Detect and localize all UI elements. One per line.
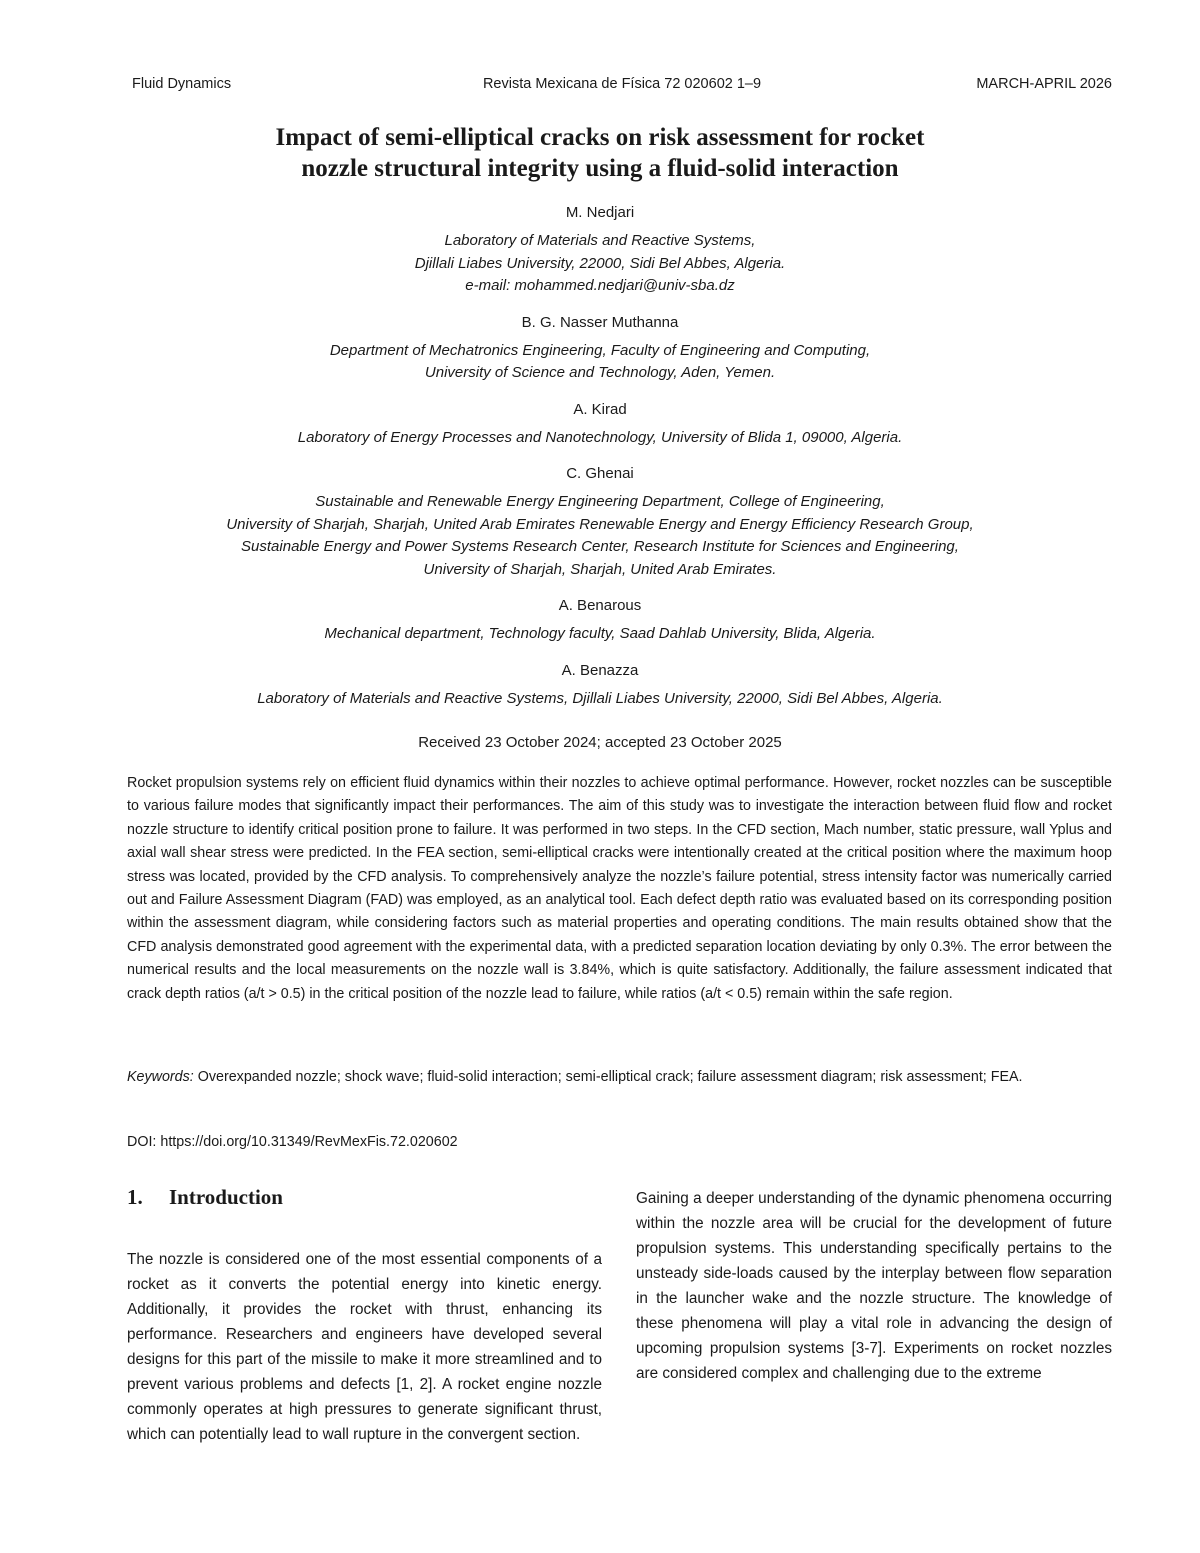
author-email[interactable]: e-mail: mohammed.nedjari@univ-sba.dz <box>465 277 735 294</box>
author-affiliation-line: Laboratory of Materials and Reactive Systems, Djillali Liabes University, 22000, Sidi Bel Abbes, Algeria. <box>257 689 943 707</box>
section-number: 1. <box>127 1185 143 1209</box>
running-header <box>132 76 1112 98</box>
keywords <box>127 1066 1112 1088</box>
author-affiliation-line: Mechanical department, Technology faculty, Saad Dahlab University, Blida, Algeria. <box>324 625 876 642</box>
paper-title-line-1: Impact of semi-elliptical cracks on risk assessment for rocket <box>275 124 925 151</box>
author-block <box>100 595 1100 646</box>
author-affiliation-line: University of Science and Technology, Aden, Yemen. <box>424 364 776 381</box>
author-name: A. Kirad <box>573 400 627 418</box>
received-dates: Received 23 October 2024; accepted 23 October 2025 <box>418 734 782 751</box>
header-issue-date: MARCH-APRIL 2026 <box>976 76 1112 92</box>
header-section-name: Fluid Dynamics <box>132 76 232 92</box>
keywords-label: Keywords: <box>127 1069 194 1085</box>
author-name: B. G. Nasser Muthanna <box>521 313 679 331</box>
paper-title-line-2: nozzle structural integrity using a fluid-solid interaction <box>301 155 899 182</box>
keywords-text: Overexpanded nozzle; shock wave; fluid-solid interaction; semi-elliptical crack; failure assessment diagram; risk assessment; FEA. <box>197 1069 1023 1085</box>
author-name: A. Benarous <box>558 597 642 614</box>
author-name: A. Benazza <box>561 661 639 679</box>
author-name: C. Ghenai <box>566 465 634 482</box>
author-affiliation-line: University of Sharjah, Sharjah, United Arab Emirates Renewable Energy and Energy Efficiency Research Group, <box>226 515 974 533</box>
body-column-right: Gaining a deeper understanding of the dynamic phenomena occurring within the nozzle area will be crucial for the development of future propulsion systems. This understanding specifically pertains to the unsteady side-loads caused by the interplay between flow separation in the launcher wake and the nozzle structure. The knowledge of these phenomena will play a vital role in advancing the design of upcoming propulsion systems [3-7]. Experiments on rocket nozzles are considered complex and challenging due to the extreme <box>636 1190 1112 1382</box>
author-affiliation-line: Sustainable and Renewable Energy Engineering Department, College of Engineering, <box>315 493 885 510</box>
author-block <box>100 463 1100 581</box>
author-block <box>100 312 1100 385</box>
author-affiliation-line: University of Sharjah, Sharjah, United Arab Emirates. <box>423 560 777 578</box>
body-column-left: The nozzle is considered one of the most essential components of a rocket as it converts the potential energy into kinetic energy. Additionally, it provides the rocket with thrust, enhancing its performance. Researchers and engineers have developed several designs for this part of the missile to make it more streamlined and to prevent various problems and defects [1, 2]. A rocket engine nozzle commonly operates at high pressures to generate significant thrust, which can potentially lead to wall rupture in the convergent section. <box>127 1251 602 1443</box>
author-block <box>100 202 1100 298</box>
author-affiliation-line: Department of Mechatronics Engineering, Faculty of Engineering and Computing, <box>329 341 871 359</box>
author-list <box>100 202 1100 724</box>
section-heading <box>127 1185 283 1210</box>
author-name: M. Nedjari <box>565 204 635 221</box>
doi-link[interactable]: DOI: https://doi.org/10.31349/RevMexFis.72.020602 <box>127 1134 458 1150</box>
author-affiliation-line: Sustainable Energy and Power Systems Research Center, Research Institute for Sciences and Engineering, <box>241 538 959 555</box>
paper-title <box>150 122 1050 184</box>
header-journal-citation: Revista Mexicana de Física 72 020602 1–9 <box>482 76 762 92</box>
abstract: Rocket propulsion systems rely on efficient fluid dynamics within their nozzles to achieve optimal performance. However, rocket nozzles can be susceptible to various failure modes that significantly impact their performances. The aim of this study was to investigate the interaction between fluid flow and rocket nozzle structure to identify critical position prone to failure. It was performed in two steps. In the CFD section, Mach number, static pressure, wall Yplus and axial wall shear stress were predicted. In the FEA section, semi-elliptical cracks were intentionally created at the critical position where the maximum hoop stress was located, provided by the CFD analysis. To comprehensively analyze the nozzle’s failure potential, stress intensity factor was numerically carried out and Failure Assessment Diagram (FAD) was employed, as an analytical tool. Each defect depth ratio was evaluated based on its corresponding position within the assessment diagram, while considering factors such as material properties and operating conditions. The main results obtained show that the CFD analysis demonstrated good agreement with the experimental data, with a predicted separation location deviating by only 0.3%. The error between the numerical results and the local measurements on the nozzle wall is 3.84%, which is quite satisfactory. Additionally, the failure assessment indicated that crack depth ratios (a/t > 0.5) in the critical position of the nozzle lead to failure, while ratios (a/t < 0.5) remain within the safe region. <box>127 775 1112 1002</box>
author-block <box>100 399 1100 450</box>
author-affiliation-line: Laboratory of Materials and Reactive Systems, <box>444 232 756 249</box>
author-block <box>100 660 1100 711</box>
section-title: Introduction <box>169 1185 283 1209</box>
author-affiliation-line: Djillali Liabes University, 22000, Sidi Bel Abbes, Algeria. <box>414 254 786 272</box>
author-affiliation-line: Laboratory of Energy Processes and Nanotechnology, University of Blida 1, 09000, Algeria. <box>297 428 903 446</box>
